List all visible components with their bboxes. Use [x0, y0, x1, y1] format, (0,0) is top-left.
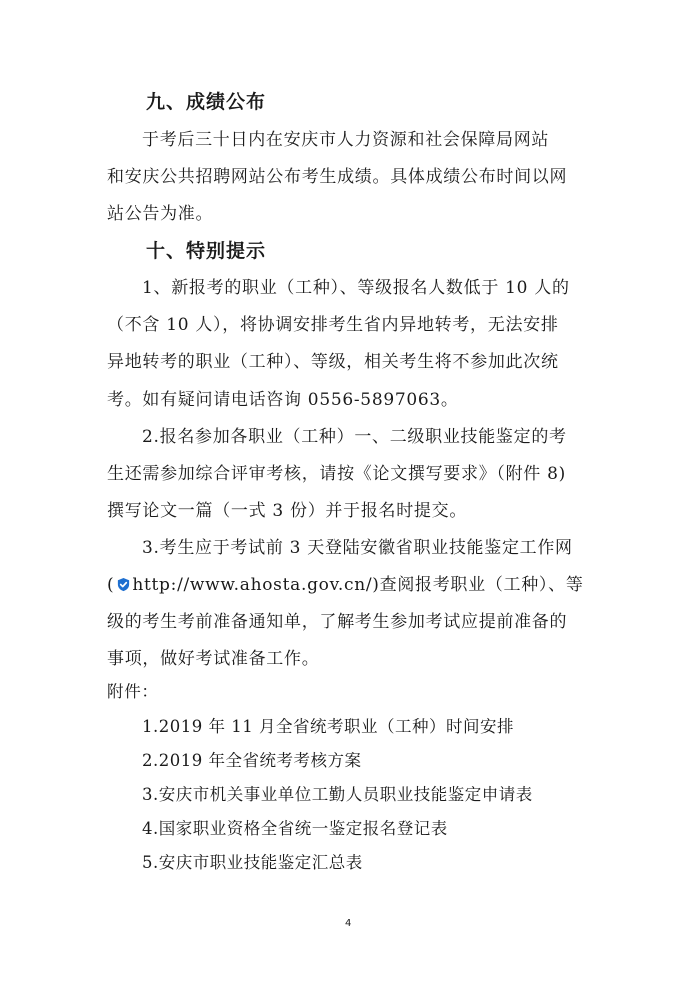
paragraph-line: 生还需参加综合评审考核，请按《论文撰写要求》（附件 8)	[107, 464, 566, 484]
paragraph-line: 和安庆公共招聘网站公布考生成绩。具体成绩公布时间以网	[107, 167, 568, 187]
page-number: 4	[345, 918, 352, 929]
paragraph-line: （不含 10 人），将协调安排考生省内异地转考，无法安排	[107, 315, 559, 335]
paragraph-line: 考。如有疑问请电话咨询 0556-5897063。	[107, 390, 459, 410]
attachment-item: 4.国家职业资格全省统一鉴定报名登记表	[142, 819, 448, 838]
paragraph-line: 事项，做好考试准备工作。	[107, 649, 320, 669]
website-link[interactable]: http://www.ahosta.gov.cn/	[132, 575, 373, 595]
attachment-item: 5.安庆市职业技能鉴定汇总表	[142, 853, 363, 872]
attachments-label: 附件：	[107, 682, 159, 701]
paragraph-line: 3.考生应于考试前 3 天登陆安徽省职业技能鉴定工作网	[142, 538, 573, 558]
link-suffix-text: )查阅报考职业（工种）、等	[372, 575, 584, 595]
section-heading-special-notes: 十、特别提示	[146, 240, 267, 262]
paragraph-line: 撰写论文一篇（一式 3 份）并于报名时提交。	[107, 501, 468, 521]
attachment-item: 2.2019 年全省统考考核方案	[142, 751, 362, 770]
section-heading-results: 九、成绩公布	[146, 91, 267, 113]
attachment-item: 1.2019 年 11 月全省统考职业（工种）时间安排	[142, 717, 514, 736]
paragraph-line: 2.报名参加各职业（工种）一、二级职业技能鉴定的考	[142, 427, 567, 447]
paragraph-line: 于考后三十日内在安庆市人力资源和社会保障局网站	[142, 130, 550, 150]
attachment-item: 3.安庆市机关事业单位工勤人员职业技能鉴定申请表	[142, 785, 533, 804]
paragraph-line-with-link	[107, 574, 584, 596]
paragraph-line: 级的考生考前准备通知单，了解考生参加考试应提前准备的	[107, 612, 568, 632]
shield-check-icon	[116, 577, 131, 592]
paren-open: (	[107, 575, 115, 595]
paragraph-line: 1、新报考的职业（工种）、等级报名人数低于 10 人的	[142, 278, 570, 298]
paragraph-line: 异地转考的职业（工种）、等级，相关考生将不参加此次统	[107, 352, 559, 372]
paragraph-line: 站公告为准。	[107, 204, 214, 224]
